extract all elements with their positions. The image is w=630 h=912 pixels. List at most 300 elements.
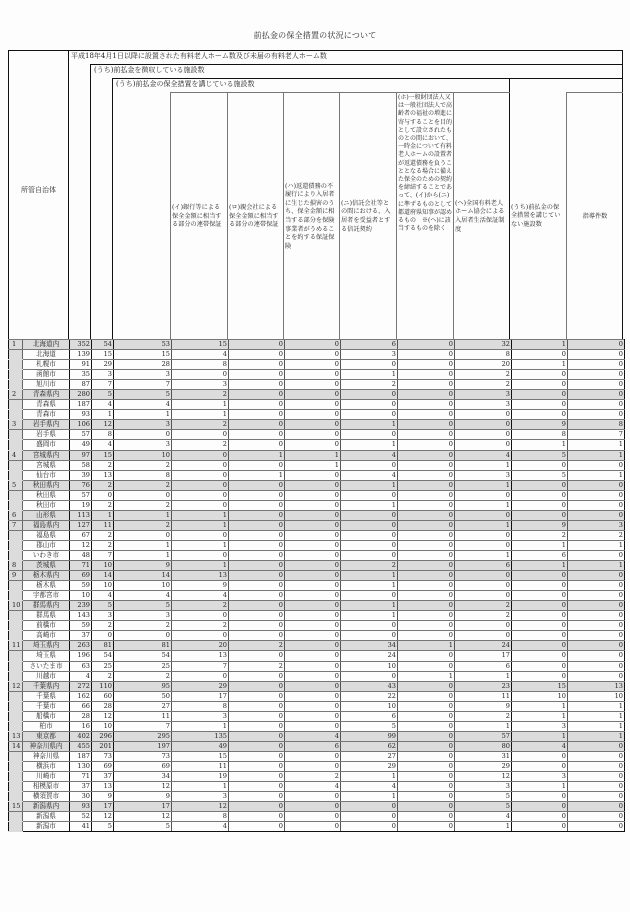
cell-guidance: 8: [568, 420, 625, 430]
cell-secured: 0: [114, 490, 172, 500]
cell-i: 0: [172, 480, 229, 490]
cell-ni: 1: [341, 500, 398, 510]
cell-ni: 22: [341, 691, 398, 701]
cell-ho: 0: [398, 480, 455, 490]
cell-not-secured: 0: [512, 480, 568, 490]
cell-total: 59: [70, 581, 92, 591]
cell-he: 32: [455, 340, 512, 350]
row-number: 2: [9, 390, 23, 400]
cell-secured: 0: [114, 631, 172, 641]
cell-ro: 0: [229, 711, 285, 721]
cell-ro: 0: [229, 761, 285, 771]
cell-guidance: 0: [568, 611, 625, 621]
jurisdiction-name: 前橋市: [23, 621, 70, 631]
cell-guidance: 0: [568, 500, 625, 510]
cell-he: 23: [455, 681, 512, 691]
cell-ro: 0: [229, 360, 285, 370]
cell-guidance: 0: [568, 782, 625, 792]
cell-total: 455: [70, 741, 92, 751]
cell-i: 2: [172, 420, 229, 430]
col-header-ho-text: (ホ)一般財団法人又は一般社団法人で高齢者の福祉の増進に寄与することを目的として設立されたものとの間において、一時金について有料老人ホームの設置者が返還債務を負うこととなる場合に備えた保全のための契約を締結することであって、(イ)から(ニ)に準ずるものとして都道府県知事が認めるもの ※(ヘ)に該当するものを除く: [398, 94, 453, 233]
cell-secured: 2: [114, 671, 172, 681]
cell-collecting: 15: [92, 450, 114, 460]
cell-collecting: 2: [92, 460, 114, 470]
cell-ni: 4: [341, 450, 398, 460]
cell-collecting: 0: [92, 631, 114, 641]
cell-ro: 0: [229, 731, 285, 741]
cell-ho: 0: [398, 721, 455, 731]
jurisdiction-name: 東京都: [23, 731, 70, 741]
jurisdiction-name: 郡山市: [23, 540, 70, 550]
cell-guidance: 1: [568, 561, 625, 571]
cell-secured: 12: [114, 812, 172, 822]
cell-guidance: 0: [568, 741, 625, 751]
jurisdiction-name: 青森県: [23, 400, 70, 410]
row-number: [9, 350, 23, 360]
cell-ni: 0: [341, 540, 398, 550]
cell-ro: 0: [229, 460, 285, 470]
cell-not-secured: 0: [512, 751, 568, 761]
cell-ho: 0: [398, 711, 455, 721]
cell-collecting: 5: [92, 822, 114, 832]
cell-ha: 2: [285, 772, 341, 782]
cell-ni: 1: [341, 420, 398, 430]
cell-ha: 0: [285, 480, 341, 490]
cell-he: 0: [455, 591, 512, 601]
jurisdiction-name: 群馬県: [23, 611, 70, 621]
cell-i: 0: [172, 470, 229, 480]
table-row-prefecture: [9, 561, 625, 571]
table-row-city: [9, 440, 625, 450]
cell-secured: 17: [114, 802, 172, 812]
cell-not-secured: 0: [512, 400, 568, 410]
table-row-prefecture: [9, 802, 625, 812]
jurisdiction-name: 北海道内: [23, 340, 70, 350]
col-header-guidance-text: 指導件数: [582, 212, 608, 220]
col-header-ho: [396, 92, 453, 341]
cell-i: 0: [172, 671, 229, 681]
cell-not-secured: 0: [512, 761, 568, 771]
cell-total: 71: [70, 561, 92, 571]
cell-ho: 0: [398, 792, 455, 802]
table-row-city: [9, 611, 625, 621]
cell-not-secured: 0: [512, 380, 568, 390]
cell-ho: 0: [398, 611, 455, 621]
cell-i: 15: [172, 340, 229, 350]
cell-ni: 1: [341, 601, 398, 611]
cell-ro: 0: [229, 340, 285, 350]
cell-secured: 95: [114, 681, 172, 691]
col-header-ha: [283, 92, 339, 341]
cell-collecting: 8: [92, 430, 114, 440]
table-row-city: [9, 661, 625, 671]
cell-ro: 1: [229, 450, 285, 460]
table-row-prefecture: [9, 601, 625, 611]
row-number: [9, 360, 23, 370]
cell-i: 8: [172, 360, 229, 370]
cell-he: 1: [455, 721, 512, 731]
row-number: [9, 490, 23, 500]
cell-collecting: 13: [92, 470, 114, 480]
cell-collecting: 3: [92, 611, 114, 621]
cell-total: 280: [70, 390, 92, 400]
cell-i: 0: [172, 460, 229, 470]
cell-collecting: 60: [92, 691, 114, 701]
cell-he: 1: [455, 460, 512, 470]
table-row-prefecture: [9, 450, 625, 460]
cell-not-secured: 1: [512, 440, 568, 450]
cell-ro: 0: [229, 530, 285, 540]
cell-ha: 0: [285, 340, 341, 350]
cell-guidance: 0: [568, 510, 625, 520]
row-number: 4: [9, 450, 23, 460]
jurisdiction-name: いわき市: [23, 550, 70, 560]
cell-not-secured: 0: [512, 510, 568, 520]
row-number: [9, 410, 23, 420]
cell-ha: 0: [285, 530, 341, 540]
cell-total: 10: [70, 591, 92, 601]
row-number: [9, 440, 23, 450]
cell-collecting: 296: [92, 731, 114, 741]
cell-ro: 0: [229, 782, 285, 792]
cell-secured: 295: [114, 731, 172, 741]
table-row-prefecture: [9, 420, 625, 430]
cell-ni: 0: [341, 460, 398, 470]
cell-i: 12: [172, 802, 229, 812]
cell-he: 2: [455, 601, 512, 611]
cell-i: 49: [172, 741, 229, 751]
cell-he: 5: [455, 802, 512, 812]
cell-total: 143: [70, 611, 92, 621]
row-number: [9, 822, 23, 832]
col-header-ha-text: (ハ)返還債務の不履行により入居者に生じた損害のうち、保全金額に相当する部分を保険事業者がうめることを約する保証保険: [285, 182, 335, 250]
cell-secured: 1: [114, 510, 172, 520]
cell-ho: 0: [398, 530, 455, 540]
cell-secured: 5: [114, 390, 172, 400]
cell-collecting: 17: [92, 802, 114, 812]
jurisdiction-name: 横須賀市: [23, 792, 70, 802]
cell-collecting: 3: [92, 370, 114, 380]
cell-collecting: 12: [92, 812, 114, 822]
cell-he: 3: [455, 400, 512, 410]
row-number: 5: [9, 480, 23, 490]
jurisdiction-name: 新潟県: [23, 812, 70, 822]
cell-ha: 0: [285, 701, 341, 711]
cell-total: 37: [70, 782, 92, 792]
cell-secured: 3: [114, 611, 172, 621]
cell-guidance: 0: [568, 550, 625, 560]
row-number: 9: [9, 571, 23, 581]
cell-total: 12: [70, 540, 92, 550]
jurisdiction-name: 福島県: [23, 530, 70, 540]
cell-ro: 0: [229, 370, 285, 380]
cell-not-secured: 1: [512, 731, 568, 741]
cell-collecting: 37: [92, 772, 114, 782]
cell-ro: 0: [229, 591, 285, 601]
cell-not-secured: 6: [512, 550, 568, 560]
cell-ha: 0: [285, 420, 341, 430]
col-header-guidance: [566, 92, 623, 341]
cell-guidance: 10: [568, 691, 625, 701]
cell-ro: 0: [229, 691, 285, 701]
row-number: [9, 711, 23, 721]
jurisdiction-name: 仙台市: [23, 470, 70, 480]
cell-ha: 0: [285, 510, 341, 520]
cell-ni: 2: [341, 380, 398, 390]
table-row-city: [9, 711, 625, 721]
cell-ho: 0: [398, 782, 455, 792]
cell-guidance: 1: [568, 731, 625, 741]
col-header-not-secured: [510, 92, 566, 341]
cell-collecting: 11: [92, 520, 114, 530]
table-row-city: [9, 360, 625, 370]
cell-ho: 0: [398, 581, 455, 591]
row-number: 6: [9, 510, 23, 520]
cell-collecting: 54: [92, 651, 114, 661]
cell-total: 87: [70, 380, 92, 390]
jurisdiction-name: 秋田県内: [23, 480, 70, 490]
cell-total: 187: [70, 751, 92, 761]
document-title: 前払金の保全措置の状況について: [253, 31, 377, 40]
col-header-ro-text: (ロ)親会社による保全金額に相当する部分の連帯保証: [229, 204, 279, 229]
cell-i: 1: [172, 510, 229, 520]
cell-ho: 1: [398, 671, 455, 681]
cell-guidance: 13: [568, 681, 625, 691]
cell-collecting: 29: [92, 360, 114, 370]
cell-ha: 0: [285, 561, 341, 571]
cell-secured: 50: [114, 691, 172, 701]
table-body: [9, 340, 625, 832]
cell-total: 37: [70, 631, 92, 641]
cell-not-secured: 0: [512, 460, 568, 470]
cell-i: 0: [172, 370, 229, 380]
cell-i: 1: [172, 561, 229, 571]
cell-he: 0: [455, 530, 512, 540]
row-number: [9, 550, 23, 560]
cell-not-secured: 0: [512, 812, 568, 822]
cell-collecting: 15: [92, 350, 114, 360]
cell-ho: 0: [398, 460, 455, 470]
cell-not-secured: 1: [512, 540, 568, 550]
jurisdiction-name: 旭川市: [23, 380, 70, 390]
cell-ro: 0: [229, 540, 285, 550]
cell-not-secured: 0: [512, 581, 568, 591]
cell-i: 1: [172, 400, 229, 410]
cell-ro: 0: [229, 802, 285, 812]
jurisdiction-name: 青森県内: [23, 390, 70, 400]
cell-total: 28: [70, 711, 92, 721]
cell-ro: 0: [229, 741, 285, 751]
cell-ni: 1: [341, 440, 398, 450]
cell-total: 19: [70, 500, 92, 510]
cell-secured: 2: [114, 460, 172, 470]
table-row-city: [9, 400, 625, 410]
cell-not-secured: 0: [512, 621, 568, 631]
cell-i: 135: [172, 731, 229, 741]
cell-guidance: 1: [568, 440, 625, 450]
cell-collecting: 2: [92, 480, 114, 490]
cell-he: 1: [455, 671, 512, 681]
jurisdiction-name: 川崎市: [23, 772, 70, 782]
cell-he: 0: [455, 410, 512, 420]
cell-collecting: 12: [92, 420, 114, 430]
cell-he: 24: [455, 641, 512, 651]
cell-i: 8: [172, 812, 229, 822]
cell-i: 0: [172, 550, 229, 560]
table-row-city: [9, 350, 625, 360]
table-row-city: [9, 792, 625, 802]
cell-guidance: 0: [568, 671, 625, 681]
cell-guidance: 0: [568, 792, 625, 802]
cell-guidance: 0: [568, 581, 625, 591]
jurisdiction-name: 神奈川県: [23, 751, 70, 761]
cell-he: 4: [455, 450, 512, 460]
cell-i: 11: [172, 761, 229, 771]
cell-ho: 0: [398, 340, 455, 350]
cell-ha: 0: [285, 390, 341, 400]
cell-total: 272: [70, 681, 92, 691]
row-number: [9, 751, 23, 761]
cell-ni: 4: [341, 782, 398, 792]
cell-guidance: 0: [568, 460, 625, 470]
cell-he: 0: [455, 621, 512, 631]
cell-ho: 0: [398, 520, 455, 530]
jurisdiction-name: 茨城県: [23, 561, 70, 571]
cell-ro: 0: [229, 350, 285, 360]
cell-ho: 0: [398, 731, 455, 741]
cell-ha: 0: [285, 490, 341, 500]
cell-total: 39: [70, 470, 92, 480]
row-number: [9, 691, 23, 701]
cell-ro: 0: [229, 611, 285, 621]
cell-ni: 1: [341, 480, 398, 490]
cell-not-secured: 0: [512, 571, 568, 581]
cell-i: 3: [172, 380, 229, 390]
cell-i: 0: [172, 530, 229, 540]
cell-guidance: 0: [568, 390, 625, 400]
cell-collecting: 69: [92, 761, 114, 771]
cell-not-secured: 1: [512, 340, 568, 350]
cell-total: 113: [70, 510, 92, 520]
cell-ro: 0: [229, 390, 285, 400]
cell-total: 58: [70, 460, 92, 470]
cell-not-secured: 0: [512, 490, 568, 500]
cell-ha: 0: [285, 721, 341, 731]
cell-ho: 0: [398, 400, 455, 410]
cell-ho: 0: [398, 440, 455, 450]
cell-total: 66: [70, 701, 92, 711]
cell-not-secured: 10: [512, 691, 568, 701]
cell-collecting: 28: [92, 701, 114, 711]
cell-secured: 54: [114, 651, 172, 661]
col-header-he: [453, 92, 510, 341]
row-number: [9, 761, 23, 771]
cell-he: 1: [455, 550, 512, 560]
cell-ho: 0: [398, 812, 455, 822]
cell-guidance: 0: [568, 822, 625, 832]
cell-he: 4: [455, 812, 512, 822]
cell-total: 52: [70, 812, 92, 822]
cell-secured: 27: [114, 701, 172, 711]
cell-ha: 1: [285, 450, 341, 460]
table-row-city: [9, 460, 625, 470]
cell-ro: 0: [229, 571, 285, 581]
cell-not-secured: 0: [512, 661, 568, 671]
cell-collecting: 2: [92, 530, 114, 540]
cell-ha: 0: [285, 651, 341, 661]
cell-guidance: 0: [568, 340, 625, 350]
cell-he: 3: [455, 390, 512, 400]
cell-he: 6: [455, 661, 512, 671]
cell-not-secured: 0: [512, 601, 568, 611]
cell-ho: 0: [398, 772, 455, 782]
col-header-ni: [339, 92, 396, 341]
cell-ha: 0: [285, 802, 341, 812]
row-number: 12: [9, 681, 23, 691]
cell-he: 1: [455, 480, 512, 490]
row-number: [9, 792, 23, 802]
cell-guidance: 1: [568, 721, 625, 731]
cell-total: 69: [70, 571, 92, 581]
cell-i: 9: [172, 581, 229, 591]
cell-collecting: 2: [92, 621, 114, 631]
table-row-city: [9, 691, 625, 701]
cell-not-secured: 9: [512, 520, 568, 530]
jurisdiction-name: 埼玉県: [23, 651, 70, 661]
row-number: [9, 470, 23, 480]
cell-ro: 2: [229, 641, 285, 651]
cell-he: 2: [455, 611, 512, 621]
jurisdiction-name: 秋田県: [23, 490, 70, 500]
cell-secured: 0: [114, 530, 172, 540]
cell-guidance: 0: [568, 360, 625, 370]
row-number: [9, 671, 23, 681]
cell-guidance: 0: [568, 802, 625, 812]
row-number: 15: [9, 802, 23, 812]
table-row-city: [9, 370, 625, 380]
cell-collecting: 4: [92, 440, 114, 450]
row-number: [9, 500, 23, 510]
cell-not-secured: 1: [512, 561, 568, 571]
col-header-he-text: (ヘ)全国有料老人ホーム協会による入居者生活保証制度: [455, 199, 505, 233]
header-level1-label: 平成18年4月1日以降に設置された有料老人ホーム数及び未届の有料老人ホーム数: [71, 52, 327, 60]
cell-ro: 0: [229, 701, 285, 711]
row-number: [9, 460, 23, 470]
cell-secured: 15: [114, 350, 172, 360]
table-row-city: [9, 721, 625, 731]
cell-total: 41: [70, 822, 92, 832]
cell-i: 1: [172, 520, 229, 530]
data-table: [8, 339, 625, 832]
cell-guidance: 1: [568, 540, 625, 550]
cell-ni: 1: [341, 581, 398, 591]
cell-collecting: 54: [92, 340, 114, 350]
cell-i: 8: [172, 701, 229, 711]
cell-ni: 10: [341, 661, 398, 671]
cell-ho: 0: [398, 661, 455, 671]
cell-ro: 0: [229, 410, 285, 420]
jurisdiction-name: 宇都宮市: [23, 591, 70, 601]
cell-total: 76: [70, 480, 92, 490]
table-row-prefecture: [9, 571, 625, 581]
cell-i: 0: [172, 611, 229, 621]
cell-secured: 28: [114, 360, 172, 370]
table-row-prefecture: [9, 520, 625, 530]
jurisdiction-name: さいたま市: [23, 661, 70, 671]
jurisdiction-name: 宮城県: [23, 460, 70, 470]
cell-guidance: 0: [568, 751, 625, 761]
cell-total: 30: [70, 792, 92, 802]
